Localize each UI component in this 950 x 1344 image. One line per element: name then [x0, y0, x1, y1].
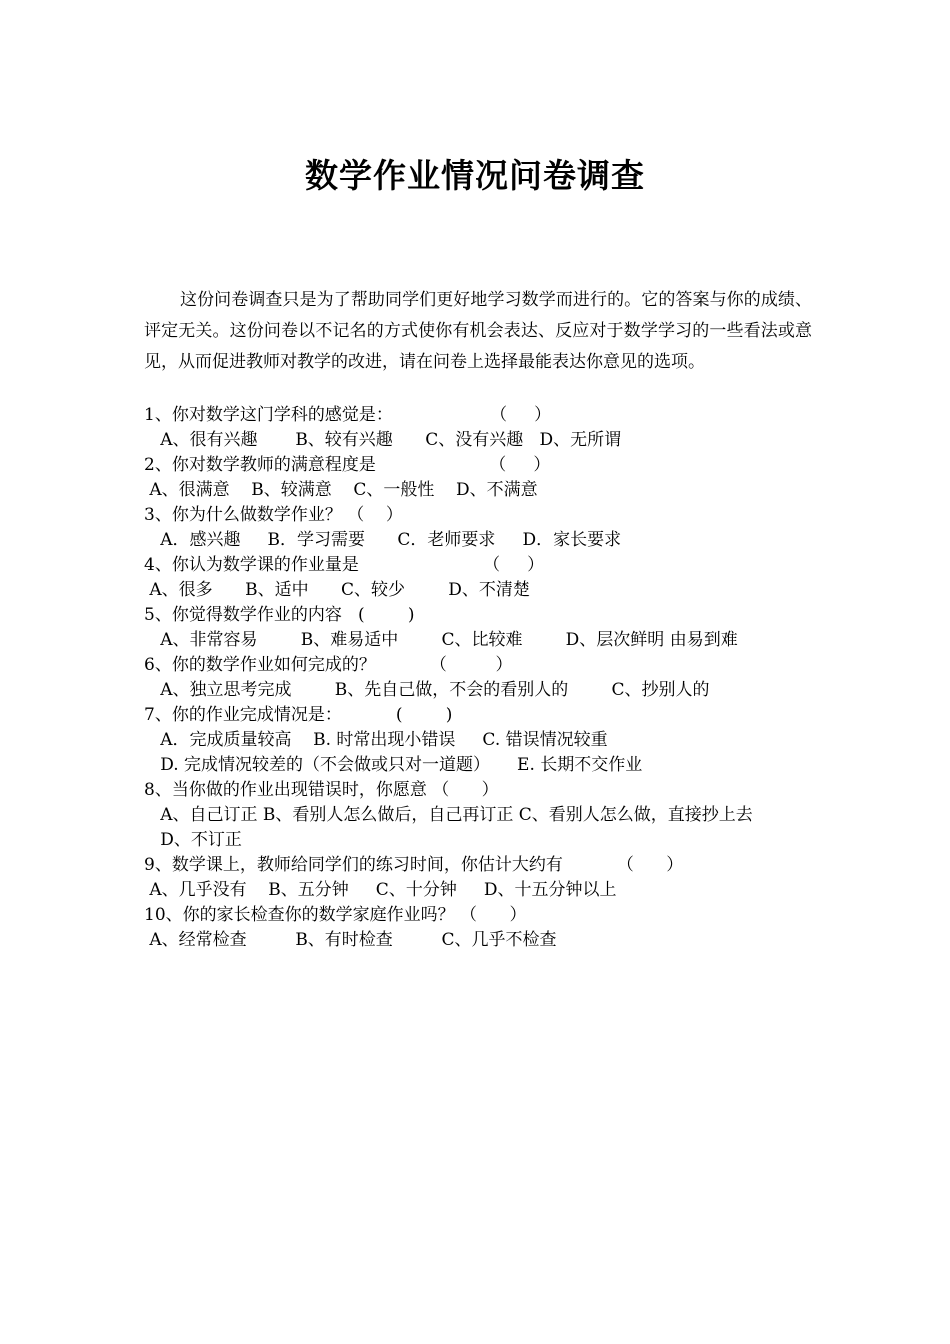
question-6-options: A、独立思考完成 B、先自己做，不会的看别人的 C、抄别人的	[144, 680, 710, 700]
question-9: 9、数学课上，教师给同学们的练习时间，你估计大约有 （ ）	[144, 855, 684, 875]
question-10: 10、你的家长检查你的数学家庭作业吗？ （ ）	[144, 905, 527, 925]
intro-paragraph: 这份问卷调查只是为了帮助同学们更好地学习数学而进行的。它的答案与你的成绩、评定无关。这份问卷以不记名的方式使你有机会表达、反应对于数学学习的一些看法或意见，从而促进教师对教学的改进，请在问卷上选择最能表达你意见的选项。	[144, 290, 812, 372]
question-1-options: A、很有兴趣 B、较有兴趣 C、没有兴趣 D、无所谓	[144, 430, 622, 450]
question-3: 3、你为什么做数学作业？ （ ）	[144, 505, 403, 525]
question-8-options-row-1: A、自己订正 B、看别人怎么做后，自己再订正 C、看别人怎么做，直接抄上去	[144, 805, 753, 825]
question-8: 8、当你做的作业出现错误时，你愿意 （ ）	[144, 780, 499, 800]
question-10-options: A、经常检查 B、有时检查 C、几乎不检查	[144, 930, 557, 950]
question-5: 5、你觉得数学作业的内容 ( )	[144, 605, 415, 625]
question-5-options: A、非常容易 B、难易适中 C、比较难 D、层次鲜明 由易到难	[144, 630, 738, 650]
question-3-options: A．感兴趣 B．学习需要 C．老师要求 D．家长要求	[144, 530, 622, 550]
question-4-options: A、很多 B、适中 C、较少 D、不清楚	[144, 580, 530, 600]
question-6: 6、你的数学作业如何完成的？ （ ）	[144, 655, 513, 675]
question-1: 1、你对数学这门学科的感觉是： （ ）	[144, 405, 552, 425]
question-8-options-row-2: D、不订正	[144, 830, 242, 850]
question-list	[144, 403, 834, 953]
question-7: 7、你的作业完成情况是： ( )	[144, 705, 453, 725]
document-title: 数学作业情况问卷调查	[305, 156, 645, 195]
question-2: 2、你对数学教师的满意程度是 （ ）	[144, 455, 551, 475]
question-4: 4、你认为数学课的作业量是 （ ）	[144, 555, 545, 575]
question-7-options-row-1: A．完成质量较高 B. 时常出现小错误 C. 错误情况较重	[144, 730, 608, 750]
question-7-options-row-2: D. 完成情况较差的（不会做或只对一道题） E. 长期不交作业	[144, 755, 643, 775]
question-2-options: A、很满意 B、较满意 C、一般性 D、不满意	[144, 480, 538, 500]
question-9-options: A、几乎没有 B、五分钟 C、十分钟 D、十五分钟以上	[144, 880, 617, 900]
